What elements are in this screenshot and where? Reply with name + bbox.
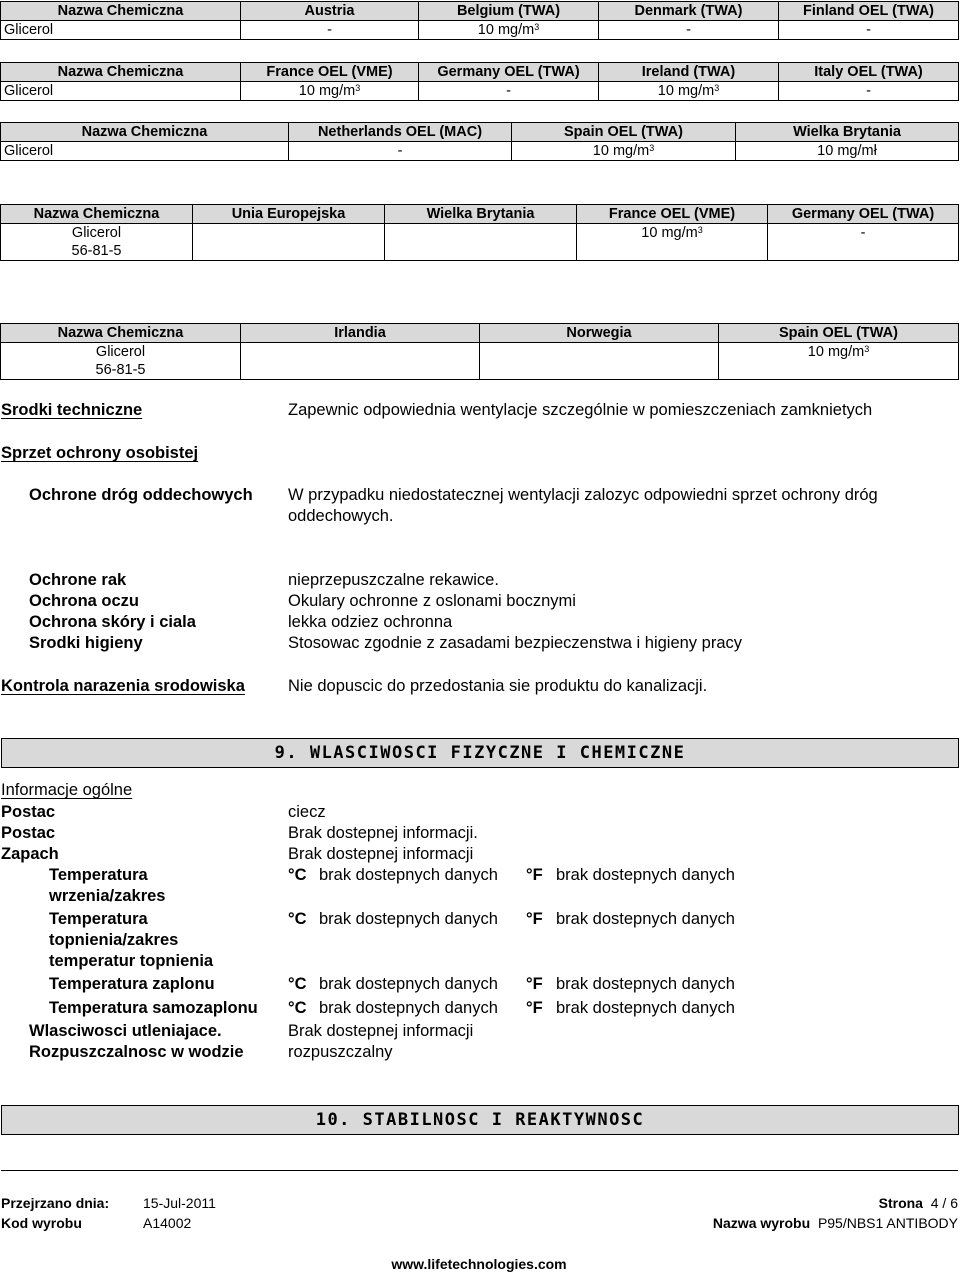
- boiling-point-celsius-value: brak dostepnych danych: [319, 866, 498, 884]
- header-cell: Belgium (TWA): [419, 2, 599, 21]
- table-cell: [385, 224, 577, 261]
- appearance-value: Brak dostepnej informacji.: [288, 824, 478, 842]
- table-cell: [1, 343, 241, 380]
- table-cell: -: [779, 21, 959, 40]
- table-row: [1, 343, 959, 380]
- boiling-point-fahrenheit-value: brak dostepnych danych: [556, 866, 735, 884]
- unit-celsius: °C: [288, 999, 307, 1017]
- cas-number: 56-81-5: [71, 243, 122, 259]
- product-name: [713, 1215, 958, 1231]
- chemical-name: Glicerol: [95, 344, 146, 360]
- hand-protection-value: nieprzepuszczalne rekawice.: [288, 571, 499, 589]
- table-cell: -: [289, 142, 512, 161]
- flash-point-celsius-value: brak dostepnych danych: [319, 975, 498, 993]
- header-cell: France OEL (VME): [577, 205, 768, 224]
- autoignition-label: Temperatura samozaplonu: [49, 999, 258, 1017]
- header-cell: Irlandia: [241, 324, 480, 343]
- skin-protection-value: lekka odziez ochronna: [288, 613, 453, 631]
- header-cell: Netherlands OEL (MAC): [289, 123, 512, 142]
- odor-label: Zapach: [1, 845, 59, 863]
- unit-fahrenheit: °F: [526, 910, 543, 928]
- table-cell: -: [241, 21, 419, 40]
- flash-point-fahrenheit-value: brak dostepnych danych: [556, 975, 735, 993]
- header-cell: Ireland (TWA): [599, 63, 779, 82]
- table-header-row: [1, 205, 959, 224]
- website-link[interactable]: www.lifetechnologies.com: [391, 1256, 567, 1272]
- superscript: 3: [697, 225, 703, 235]
- melting-point-label-line-2: topnienia/zakres: [49, 931, 179, 949]
- unit-fahrenheit: °F: [526, 999, 543, 1017]
- flash-point-label: Temperatura zaplonu: [49, 975, 215, 993]
- header-cell: Nazwa Chemiczna: [1, 2, 241, 21]
- melting-point-fahrenheit-value: brak dostepnych danych: [556, 910, 735, 928]
- melting-point-celsius-value: brak dostepnych danych: [319, 910, 498, 928]
- value-text: 10 mg/m: [592, 143, 650, 159]
- table-cell: [241, 82, 419, 101]
- eye-protection-label: Ochrona oczu: [29, 592, 140, 610]
- header-cell: Wielka Brytania: [385, 205, 577, 224]
- environmental-exposure-label: Kontrola narazenia srodowiska: [1, 677, 245, 695]
- table-cell: [512, 142, 736, 161]
- oxidizing-properties-label: Wlasciwosci utleniajace.: [29, 1022, 222, 1040]
- physical-state-value: ciecz: [288, 803, 326, 821]
- unit-celsius: °C: [288, 975, 307, 993]
- value-text: 10 mg/m: [807, 344, 865, 360]
- table-cell: [599, 82, 779, 101]
- header-cell: Spain OEL (TWA): [512, 123, 736, 142]
- table-cell: [193, 224, 385, 261]
- page-number: 4 / 6: [930, 1195, 958, 1211]
- section-9-heading: 9. WLASCIWOSCI FIZYCZNE I CHEMICZNE: [1, 738, 959, 768]
- header-cell: Nazwa Chemiczna: [1, 123, 289, 142]
- value-text: 10 mg/m: [657, 83, 715, 99]
- odor-value: Brak dostepnej informacji: [288, 845, 474, 863]
- engineering-controls-value: Zapewnic odpowiednia wentylacje szczególnie w pomieszczeniach zamknietych: [288, 401, 873, 419]
- unit-celsius: °C: [288, 910, 307, 928]
- respiratory-protection-label: Ochrone dróg oddechowych: [29, 486, 253, 504]
- table-cell: [480, 343, 719, 380]
- footer-divider: [1, 1170, 958, 1171]
- autoignition-fahrenheit-value: brak dostepnych danych: [556, 999, 735, 1017]
- oxidizing-properties-value: Brak dostepnej informacji: [288, 1022, 474, 1040]
- unit-celsius: °C: [288, 866, 307, 884]
- table-cell: -: [768, 224, 959, 261]
- header-cell: Germany OEL (TWA): [768, 205, 959, 224]
- oel-table-5: [0, 323, 959, 380]
- table-cell: [1, 224, 193, 261]
- unit-fahrenheit: °F: [526, 975, 543, 993]
- superscript: 3: [864, 344, 870, 354]
- product-name-label: Nazwa wyrobu: [712, 1215, 811, 1231]
- table-header-row: [1, 123, 959, 142]
- general-information-label: Informacje ogólne: [1, 781, 133, 799]
- water-solubility-label: Rozpuszczalnosc w wodzie: [29, 1043, 244, 1061]
- header-cell: Unia Europejska: [193, 205, 385, 224]
- oel-table-2: [0, 62, 959, 101]
- superscript: 3: [355, 83, 361, 93]
- product-code-value: A14002: [143, 1215, 192, 1231]
- boiling-point-label-line-2: wrzenia/zakres: [49, 887, 166, 905]
- header-cell: Finland OEL (TWA): [779, 2, 959, 21]
- table-cell: Glicerol: [1, 142, 289, 161]
- table-cell: -: [599, 21, 779, 40]
- table-row: [1, 21, 959, 40]
- table-cell: Glicerol: [1, 21, 241, 40]
- product-code-label: Kod wyrobu: [1, 1215, 82, 1231]
- oel-table-3: [0, 122, 959, 161]
- melting-point-label-line-1: Temperatura: [49, 910, 148, 928]
- table-cell: 10 mg/mł: [736, 142, 959, 161]
- header-cell: Austria: [241, 2, 419, 21]
- superscript: 3: [714, 83, 720, 93]
- revised-date-value: 15-Jul-2011: [143, 1195, 216, 1211]
- table-row: [1, 224, 959, 261]
- section-10-heading: 10. STABILNOSC I REAKTYWNOSC: [1, 1105, 959, 1135]
- autoignition-celsius-value: brak dostepnych danych: [319, 999, 498, 1017]
- table-cell: -: [419, 82, 599, 101]
- revised-date-label: Przejrzano dnia:: [1, 1195, 110, 1211]
- appearance-label: Postac: [1, 824, 56, 842]
- header-cell: France OEL (VME): [241, 63, 419, 82]
- water-solubility-value: rozpuszczalny: [288, 1043, 393, 1061]
- table-row: [1, 82, 959, 101]
- header-cell: Nazwa Chemiczna: [1, 205, 193, 224]
- product-name-value: P95/NBS1 ANTIBODY: [817, 1215, 958, 1231]
- header-cell: Norwegia: [480, 324, 719, 343]
- table-cell: [577, 224, 768, 261]
- engineering-controls-label: Srodki techniczne: [1, 401, 143, 419]
- hygiene-measures-value: Stosowac zgodnie z zasadami bezpieczenstwa i higieny pracy: [288, 634, 742, 652]
- eye-protection-value: Okulary ochronne z oslonami bocznymi: [288, 592, 576, 610]
- ppe-label: Sprzet ochrony osobistej: [1, 444, 199, 462]
- boiling-point-label-line-1: Temperatura: [49, 866, 148, 884]
- hand-protection-label: Ochrone rak: [29, 571, 127, 589]
- respiratory-protection-value-line-2: oddechowych.: [288, 507, 394, 525]
- skin-protection-label: Ochrona skóry i ciala: [29, 613, 196, 631]
- table-cell: Glicerol: [1, 82, 241, 101]
- header-cell: Spain OEL (TWA): [719, 324, 959, 343]
- superscript: 3: [534, 22, 540, 32]
- melting-point-label-line-3: temperatur topnienia: [49, 952, 214, 970]
- table-header-row: [1, 2, 959, 21]
- value-text: 10 mg/m: [641, 225, 698, 241]
- header-cell: Denmark (TWA): [599, 2, 779, 21]
- physical-state-label: Postac: [1, 803, 56, 821]
- header-cell: Italy OEL (TWA): [779, 63, 959, 82]
- table-cell: -: [779, 82, 959, 101]
- oel-table-4: [0, 204, 959, 261]
- header-cell: Germany OEL (TWA): [419, 63, 599, 82]
- respiratory-protection-value-line-1: W przypadku niedostatecznej wentylacji zalozyc odpowiedni sprzet ochrony dróg: [288, 486, 878, 504]
- header-cell: Nazwa Chemiczna: [1, 63, 241, 82]
- header-cell: Nazwa Chemiczna: [1, 324, 241, 343]
- table-cell: [241, 343, 480, 380]
- table-cell: [719, 343, 959, 380]
- value-text: 10 mg/m: [298, 83, 356, 99]
- environmental-exposure-value: Nie dopuscic do przedostania sie produktu do kanalizacji.: [288, 677, 708, 695]
- table-cell: [419, 21, 599, 40]
- cas-number: 56-81-5: [95, 362, 146, 378]
- page-indicator: [879, 1195, 958, 1211]
- superscript: 3: [649, 143, 655, 153]
- chemical-name: Glicerol: [71, 225, 122, 241]
- hygiene-measures-label: Srodki higieny: [29, 634, 143, 652]
- table-header-row: [1, 324, 959, 343]
- unit-fahrenheit: °F: [526, 866, 543, 884]
- table-header-row: [1, 63, 959, 82]
- oel-table-1: [0, 1, 959, 40]
- value-text: 10 mg/m: [477, 22, 535, 38]
- page-label: Strona: [878, 1195, 923, 1211]
- table-row: [1, 142, 959, 161]
- header-cell: Wielka Brytania: [736, 123, 959, 142]
